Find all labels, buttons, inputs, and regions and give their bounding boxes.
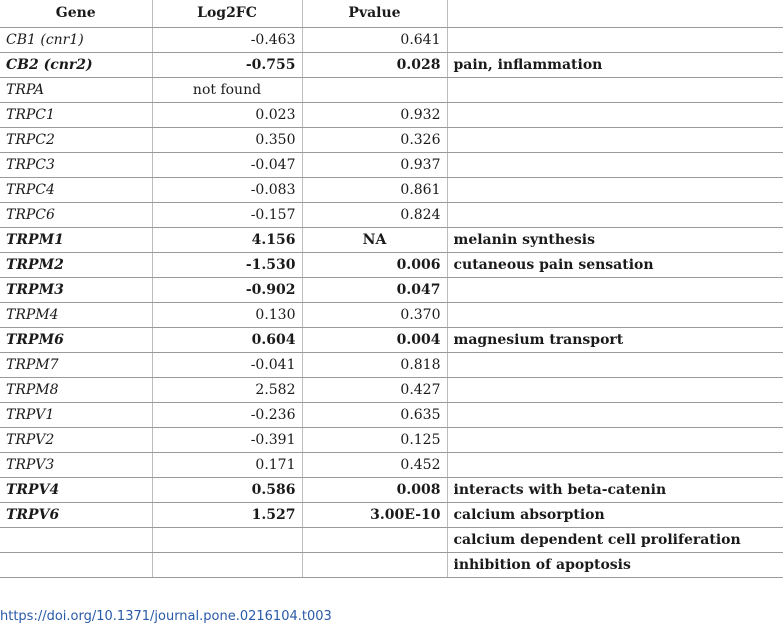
header-pvalue: Pvalue bbox=[302, 0, 447, 27]
cell-function bbox=[447, 402, 783, 427]
cell-function bbox=[447, 202, 783, 227]
cell-log2fc: -0.041 bbox=[152, 352, 302, 377]
table-row bbox=[0, 202, 783, 227]
cell-function bbox=[447, 77, 783, 102]
cell-pvalue: 0.452 bbox=[302, 452, 447, 477]
cell-pvalue: 3.00E-10 bbox=[302, 502, 447, 527]
cell-gene: TRPC4 bbox=[0, 177, 152, 202]
doi-link[interactable]: https://doi.org/10.1371/journal.pone.0216104.t003 bbox=[0, 609, 332, 624]
cell-pvalue: 0.006 bbox=[302, 252, 447, 277]
cell-log2fc: 0.130 bbox=[152, 302, 302, 327]
cell-function: calcium dependent cell proliferation bbox=[447, 527, 783, 552]
cell-gene: CB2 (cnr2) bbox=[0, 52, 152, 77]
cell-function bbox=[447, 152, 783, 177]
cell-log2fc: 4.156 bbox=[152, 227, 302, 252]
table-row bbox=[0, 27, 783, 52]
cell-gene: TRPM4 bbox=[0, 302, 152, 327]
cell-function bbox=[447, 452, 783, 477]
cell-function: melanin synthesis bbox=[447, 227, 783, 252]
cell-gene: TRPM7 bbox=[0, 352, 152, 377]
table-row bbox=[0, 102, 783, 127]
header-function bbox=[447, 0, 783, 27]
cell-gene: TRPV4 bbox=[0, 477, 152, 502]
table-row bbox=[0, 527, 783, 552]
cell-function bbox=[447, 27, 783, 52]
cell-gene: TRPM3 bbox=[0, 277, 152, 302]
cell-function bbox=[447, 177, 783, 202]
cell-function: pain, inflammation bbox=[447, 52, 783, 77]
cell-log2fc: 0.350 bbox=[152, 127, 302, 152]
table-row bbox=[0, 152, 783, 177]
cell-log2fc: 0.023 bbox=[152, 102, 302, 127]
cell-gene: TRPM2 bbox=[0, 252, 152, 277]
cell-function: calcium absorption bbox=[447, 502, 783, 527]
header-log2fc: Log2FC bbox=[152, 0, 302, 27]
table-row bbox=[0, 127, 783, 152]
cell-function bbox=[447, 102, 783, 127]
table-row bbox=[0, 277, 783, 302]
cell-log2fc: -0.047 bbox=[152, 152, 302, 177]
cell-gene: TRPM6 bbox=[0, 327, 152, 352]
cell-gene: TRPV2 bbox=[0, 427, 152, 452]
table-row bbox=[0, 552, 783, 577]
cell-function: inhibition of apoptosis bbox=[447, 552, 783, 577]
cell-pvalue bbox=[302, 77, 447, 102]
cell-function bbox=[447, 427, 783, 452]
cell-gene: TRPV6 bbox=[0, 502, 152, 527]
table-row bbox=[0, 402, 783, 427]
cell-pvalue bbox=[302, 552, 447, 577]
cell-log2fc: -0.236 bbox=[152, 402, 302, 427]
cell-gene: TRPC6 bbox=[0, 202, 152, 227]
cell-function bbox=[447, 377, 783, 402]
cell-pvalue: 0.824 bbox=[302, 202, 447, 227]
cell-function bbox=[447, 352, 783, 377]
cell-gene: TRPA bbox=[0, 77, 152, 102]
table-header-row bbox=[0, 0, 783, 27]
cell-pvalue: 0.004 bbox=[302, 327, 447, 352]
table-row bbox=[0, 227, 783, 252]
cell-pvalue: NA bbox=[302, 227, 447, 252]
cell-pvalue: 0.125 bbox=[302, 427, 447, 452]
table-row bbox=[0, 377, 783, 402]
cell-log2fc: -0.391 bbox=[152, 427, 302, 452]
cell-log2fc: 2.582 bbox=[152, 377, 302, 402]
cell-pvalue: 0.937 bbox=[302, 152, 447, 177]
cell-log2fc: 0.604 bbox=[152, 327, 302, 352]
cell-pvalue: 0.641 bbox=[302, 27, 447, 52]
cell-log2fc: -0.463 bbox=[152, 27, 302, 52]
cell-pvalue: 0.047 bbox=[302, 277, 447, 302]
header-gene: Gene bbox=[0, 0, 152, 27]
cell-log2fc: -0.755 bbox=[152, 52, 302, 77]
cell-pvalue: 0.028 bbox=[302, 52, 447, 77]
cell-log2fc bbox=[152, 552, 302, 577]
cell-log2fc: -0.902 bbox=[152, 277, 302, 302]
cell-function bbox=[447, 127, 783, 152]
cell-function: interacts with beta-catenin bbox=[447, 477, 783, 502]
table-row bbox=[0, 352, 783, 377]
cell-function bbox=[447, 302, 783, 327]
cell-log2fc: 0.586 bbox=[152, 477, 302, 502]
cell-gene bbox=[0, 527, 152, 552]
cell-pvalue: 0.326 bbox=[302, 127, 447, 152]
table-row bbox=[0, 177, 783, 202]
cell-gene: TRPV3 bbox=[0, 452, 152, 477]
cell-log2fc: -0.157 bbox=[152, 202, 302, 227]
cell-function: magnesium transport bbox=[447, 327, 783, 352]
cell-pvalue: 0.635 bbox=[302, 402, 447, 427]
cell-function: cutaneous pain sensation bbox=[447, 252, 783, 277]
cell-log2fc: -0.083 bbox=[152, 177, 302, 202]
table-row bbox=[0, 427, 783, 452]
table-row bbox=[0, 502, 783, 527]
table-row bbox=[0, 252, 783, 277]
cell-gene bbox=[0, 552, 152, 577]
cell-pvalue: 0.370 bbox=[302, 302, 447, 327]
cell-gene: TRPC3 bbox=[0, 152, 152, 177]
cell-pvalue: 0.861 bbox=[302, 177, 447, 202]
table-row bbox=[0, 52, 783, 77]
cell-gene: TRPM1 bbox=[0, 227, 152, 252]
cell-log2fc: -1.530 bbox=[152, 252, 302, 277]
cell-gene: TRPV1 bbox=[0, 402, 152, 427]
cell-gene: TRPC2 bbox=[0, 127, 152, 152]
cell-log2fc: 1.527 bbox=[152, 502, 302, 527]
table-body bbox=[0, 27, 783, 577]
cell-function bbox=[447, 277, 783, 302]
table-row bbox=[0, 452, 783, 477]
cell-gene: TRPC1 bbox=[0, 102, 152, 127]
table-row bbox=[0, 302, 783, 327]
cell-pvalue: 0.818 bbox=[302, 352, 447, 377]
cell-gene: TRPM8 bbox=[0, 377, 152, 402]
cell-gene: CB1 (cnr1) bbox=[0, 27, 152, 52]
cell-log2fc: 0.171 bbox=[152, 452, 302, 477]
cell-pvalue: 0.932 bbox=[302, 102, 447, 127]
table-row bbox=[0, 327, 783, 352]
cell-pvalue: 0.427 bbox=[302, 377, 447, 402]
cell-pvalue bbox=[302, 527, 447, 552]
table-row bbox=[0, 477, 783, 502]
cell-pvalue: 0.008 bbox=[302, 477, 447, 502]
table-row bbox=[0, 77, 783, 102]
cell-log2fc bbox=[152, 527, 302, 552]
cell-log2fc: not found bbox=[152, 77, 302, 102]
